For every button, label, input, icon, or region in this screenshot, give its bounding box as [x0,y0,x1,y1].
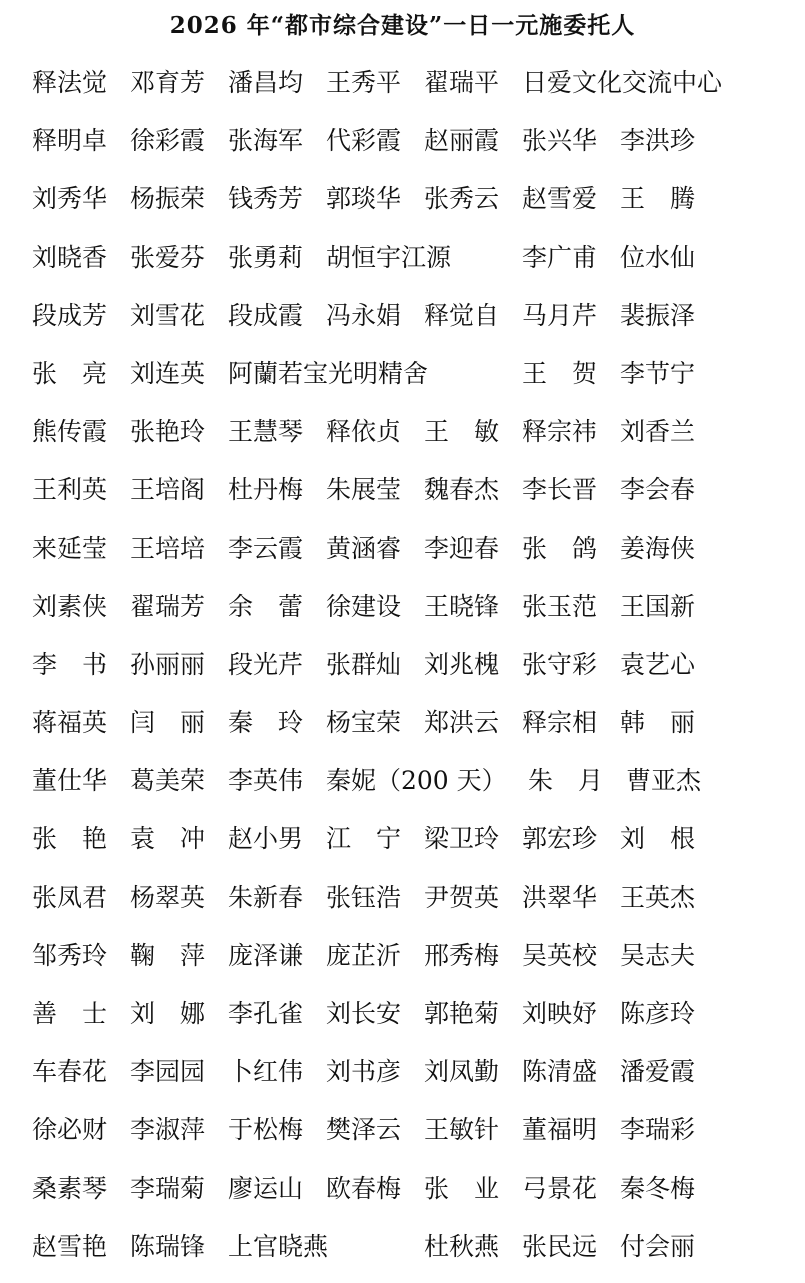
donor-name: 善 士 [32,999,108,1028]
donor-name: 释觉自 [424,300,500,330]
donor-name: 张爱芬 [130,242,206,272]
donor-name: 车春花 [32,1057,108,1087]
donor-name: 刘雪花 [130,300,206,330]
donor-name: 王敏针 [424,1115,500,1145]
donor-name: 王培培 [130,533,206,563]
donor-name: 江 宁 [326,824,402,854]
donor-name: 刘晓香 [32,242,108,272]
name-row [32,523,792,581]
donor-name: 杨宝荣 [326,708,402,738]
donor-name: 张钰浩 [326,882,402,912]
donor-name: 李英伟 [228,766,304,796]
name-row [32,232,792,290]
donor-name: 张 业 [424,1173,500,1203]
donor-name: 刘长安 [326,999,402,1028]
donor-name: 樊泽云 [326,1115,402,1145]
donor-name: 王慧琴 [228,417,304,447]
donor-name: 李淑萍 [130,1115,206,1145]
donor-name: 陈彦玲 [620,999,696,1028]
donor-name: 位水仙 [620,242,696,272]
donor-name: 徐彩霞 [130,126,206,156]
donor-name: 王英杰 [620,882,696,912]
donor-name: 张 鸽 [522,533,598,563]
donor-name: 蒋福英 [32,708,108,738]
donor-name: 杨振荣 [130,184,206,214]
donor-name: 王 腾 [620,184,696,214]
donor-name: 鞠 萍 [130,940,206,970]
donor-name: 张守彩 [522,649,598,679]
donor-name: 陈清盛 [522,1057,598,1087]
name-row [32,930,792,988]
donor-name: 秦冬梅 [620,1173,696,1203]
donor-name: 邹秀玲 [32,940,108,970]
donor-name: 李瑞菊 [130,1173,206,1203]
donor-name: 潘昌均 [228,68,304,97]
donor-name: 来延莹 [32,533,108,563]
donor-name: 郭艳菊 [424,999,500,1028]
donor-name: 冯永娟 [326,300,402,330]
name-row [32,988,792,1046]
donor-name: 段成芳 [32,300,108,330]
donor-name: 刘 根 [620,824,696,854]
donor-name: 代彩霞 [326,126,402,156]
donor-name: 张凤君 [32,882,108,912]
donor-name: 刘兆槐 [424,649,500,679]
donor-name: 洪翠华 [522,882,598,912]
donor-name: 李迎春 [424,533,500,563]
donor-name: 张玉范 [522,591,598,621]
donor-name: 弓景花 [522,1173,598,1203]
donor-name: 刘书彦 [326,1057,402,1087]
donor-name: 王培阁 [130,475,206,505]
donor-name: 于松梅 [228,1115,304,1145]
donor-name: 翟瑞芳 [130,591,206,621]
donor-name: 王利英 [32,475,108,505]
donor-name: 王晓锋 [424,591,500,621]
donor-name: 王 敏 [424,417,500,447]
donor-name: 日爱文化交流中心 [522,68,723,97]
donor-name: 闫 丽 [130,708,206,738]
donor-name: 徐建设 [326,591,402,621]
name-row [32,290,792,348]
donor-name: 马月芹 [522,300,598,330]
donor-name: 裴振泽 [620,300,696,330]
donor-name: 庞泽谦 [228,940,304,970]
donor-name: 李 书 [32,649,108,679]
name-row [32,639,792,697]
donor-name: 上官晓燕 [228,1231,329,1261]
donor-name: 钱秀芳 [228,184,304,214]
donor-name: 李园园 [130,1057,206,1087]
donor-name: 秦 玲 [228,708,304,738]
donor-name: 桑素琴 [32,1173,108,1203]
donor-name: 杜秋燕 [424,1231,500,1261]
donor-name: 段光芹 [228,649,304,679]
donor-name: 王秀平 [326,68,402,97]
donor-name: 李洪珍 [620,126,696,156]
donor-name: 吴志夫 [620,940,696,970]
donor-name: 姜海侠 [620,533,696,563]
donor-name: 刘素侠 [32,591,108,621]
donor-name: 刘凤勤 [424,1057,500,1087]
donor-name: 徐必财 [32,1115,108,1145]
donor-name: 魏春杰 [424,475,500,505]
donor-name: 张 亮 [32,358,108,388]
name-row [32,1046,792,1104]
donor-name: 赵雪爱 [522,184,598,214]
donor-name-list [32,57,792,1279]
donor-name: 阿蘭若宝光明精舍 [228,358,429,388]
donor-name: 张兴华 [522,126,598,156]
donor-name: 郭宏珍 [522,824,598,854]
donor-name: 胡恒宇江源 [326,242,452,272]
donor-name: 释宗祎 [522,417,598,447]
name-row [32,1104,792,1162]
donor-name: 邓育芳 [130,68,206,97]
donor-name: 韩 丽 [620,708,696,738]
name-row [32,872,792,930]
donor-name: 张秀云 [424,184,500,214]
donor-name: 秦妮（200 天） [326,766,507,796]
donor-name: 李会春 [620,475,696,505]
donor-name: 朱展莹 [326,475,402,505]
donor-name: 释宗相 [522,708,598,738]
donor-name: 余 蕾 [228,591,304,621]
donor-name: 李节宁 [620,358,696,388]
donor-name: 熊传霞 [32,417,108,447]
donor-name: 张艳玲 [130,417,206,447]
donor-name: 翟瑞平 [424,68,500,97]
name-row [32,581,792,639]
donor-name: 赵丽霞 [424,126,500,156]
donor-name: 段成霞 [228,300,304,330]
donor-name: 刘连英 [130,358,206,388]
name-row [32,1221,792,1279]
donor-name: 陈瑞锋 [130,1231,206,1261]
donor-name: 王 贺 [522,358,598,388]
donor-name: 释法觉 [32,68,108,97]
donor-name: 张勇莉 [228,242,304,272]
donor-name: 黄涵睿 [326,533,402,563]
donor-name: 刘映妤 [522,999,598,1028]
donor-name: 张群灿 [326,649,402,679]
name-row [32,57,792,115]
donor-name: 葛美荣 [130,766,206,796]
donor-name: 张海军 [228,126,304,156]
name-row [32,755,792,813]
donor-name: 李广甫 [522,242,598,272]
donor-name: 张 艳 [32,824,108,854]
donor-name: 刘秀华 [32,184,108,214]
name-row [32,173,792,231]
donor-name: 孙丽丽 [130,649,206,679]
donor-name: 郑洪云 [424,708,500,738]
donor-name: 董仕华 [32,766,108,796]
donor-name: 邢秀梅 [424,940,500,970]
donor-name: 欧春梅 [326,1173,402,1203]
donor-name: 付会丽 [620,1231,696,1261]
donor-name: 曹亚杰 [626,766,702,796]
donor-name: 李瑞彩 [620,1115,696,1145]
name-row [32,1163,792,1221]
name-row [32,115,792,173]
donor-name: 袁艺心 [620,649,696,679]
name-row [32,813,792,871]
donor-name: 释依贞 [326,417,402,447]
name-row [32,697,792,755]
donor-name: 朱 月 [528,766,604,796]
donor-name: 赵小男 [228,824,304,854]
donor-name: 廖运山 [228,1173,304,1203]
donor-name: 李孔雀 [228,999,304,1028]
donor-name: 董福明 [522,1115,598,1145]
donor-name: 朱新春 [228,882,304,912]
donor-name: 尹贺英 [424,882,500,912]
donor-name: 杨翠英 [130,882,206,912]
donor-name: 李云霞 [228,533,304,563]
donor-name: 刘香兰 [620,417,696,447]
name-row [32,406,792,464]
donor-name: 李长晋 [522,475,598,505]
donor-name: 王国新 [620,591,696,621]
donor-name: 张民远 [522,1231,598,1261]
donor-name: 卜红伟 [228,1057,304,1087]
donor-name: 庞芷沂 [326,940,402,970]
donor-name: 刘 娜 [130,999,206,1028]
document-title: 2026 年“都市综合建设”一日一元施委托人 [169,12,636,39]
donor-name: 释明卓 [32,126,108,156]
donor-name: 赵雪艳 [32,1231,108,1261]
donor-name: 杜丹梅 [228,475,304,505]
donor-name: 袁 冲 [130,824,206,854]
donor-name: 吴英校 [522,940,598,970]
donor-name: 潘爱霞 [620,1057,696,1087]
name-row [32,464,792,522]
name-row [32,348,792,406]
donor-name: 郭琰华 [326,184,402,214]
donor-name: 梁卫玲 [424,824,500,854]
